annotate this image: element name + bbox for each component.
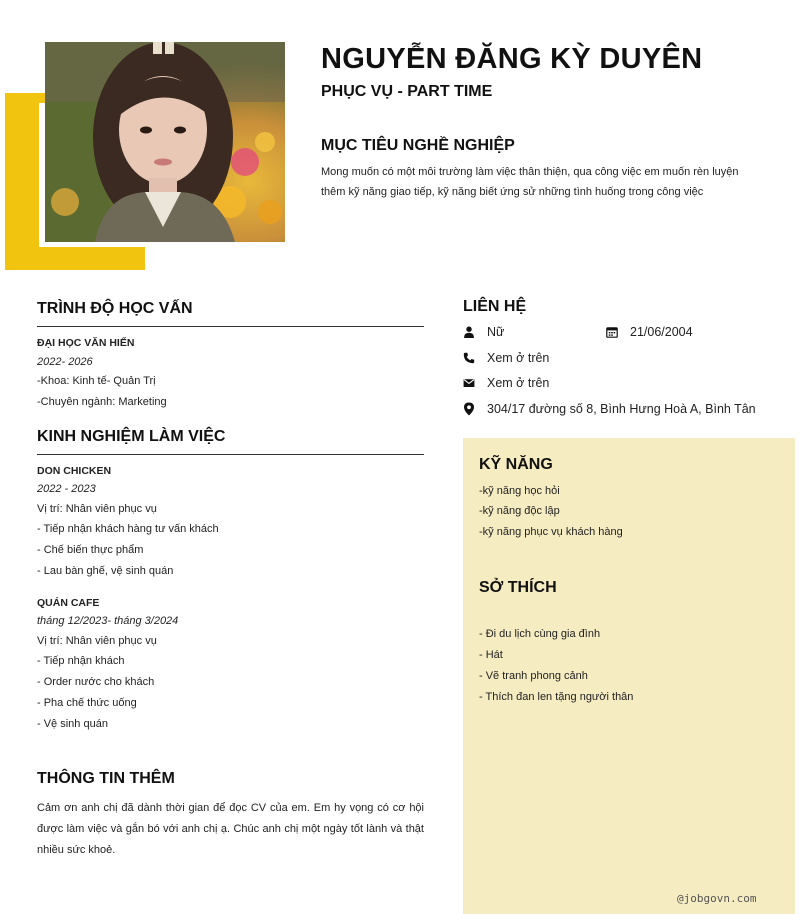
contact-birthday xyxy=(606,325,693,339)
candidate-name: NGUYỄN ĐĂNG KỲ DUYÊN xyxy=(321,43,703,75)
job-line: - Chế biến thực phẩm xyxy=(37,544,144,556)
hobbies-heading: SỞ THÍCH xyxy=(479,579,557,596)
phone-icon xyxy=(463,352,475,364)
candidate-role: PHỤC VỤ - PART TIME xyxy=(321,83,493,100)
contact-address xyxy=(463,402,756,416)
extra-info-text: Cảm ơn anh chị đã dành thời gian để đọc CV của em. Em hy vọng có cơ hội được làm việc và gắn bó với anh chị ạ. Chúc anh chị một ngày tốt lành và thật nhiều sức khoẻ. xyxy=(37,802,424,856)
job-line: Vị trí: Nhân viên phục vụ xyxy=(37,635,157,647)
education-period: 2022- 2026 xyxy=(37,356,93,368)
education-school: ĐẠI HỌC VĂN HIẾN xyxy=(37,337,135,349)
phone-value: Xem ở trên xyxy=(487,351,550,365)
contact-heading: LIÊN HỆ xyxy=(463,298,527,315)
extra-info-heading: THÔNG TIN THÊM xyxy=(37,770,175,787)
education-faculty: -Khoa: Kinh tế- Quản Trị xyxy=(37,375,156,387)
profile-photo xyxy=(45,42,285,242)
job-period: tháng 12/2023- tháng 3/2024 xyxy=(37,615,179,627)
job-line: - Vệ sinh quán xyxy=(37,718,108,730)
objective-heading: MỤC TIÊU NGHỀ NGHIỆP xyxy=(321,137,515,154)
email-value: Xem ở trên xyxy=(487,376,550,390)
address-value: 304/17 đường số 8, Bình Hưng Hoà A, Bình Tân xyxy=(487,402,756,416)
hobby-item: - Vẽ tranh phong cảnh xyxy=(479,670,588,682)
job-line: - Order nước cho khách xyxy=(37,676,155,688)
experience-divider xyxy=(37,454,424,455)
job-line: - Tiếp nhận khách xyxy=(37,655,125,667)
education-divider xyxy=(37,326,424,327)
skills-heading: KỸ NĂNG xyxy=(479,456,553,473)
job-line: - Pha chế thức uống xyxy=(37,697,137,709)
skill-item: -kỹ năng học hỏi xyxy=(479,485,560,497)
hobby-item: - Đi du lịch cùng gia đình xyxy=(479,628,601,640)
mail-icon xyxy=(463,377,475,389)
birthday-value: 21/06/2004 xyxy=(630,325,693,339)
contact-email[interactable] xyxy=(463,376,549,390)
job-line: - Lau bàn ghế, vệ sinh quán xyxy=(37,565,174,577)
job-line: Vị trí: Nhân viên phục vụ xyxy=(37,503,157,515)
person-icon xyxy=(463,326,475,338)
hobby-item: - Thích đan len tặng người thân xyxy=(479,691,634,703)
gender-value: Nữ xyxy=(487,325,505,339)
contact-gender xyxy=(463,325,504,339)
hobby-item: - Hát xyxy=(479,649,503,661)
contact-phone[interactable] xyxy=(463,351,549,365)
calendar-icon xyxy=(606,326,618,338)
skill-item: -kỹ năng phục vụ khách hàng xyxy=(479,526,623,538)
job-period: 2022 - 2023 xyxy=(37,483,96,495)
experience-heading: KINH NGHIỆM LÀM VIỆC xyxy=(37,428,226,445)
watermark: @jobgovn.com xyxy=(677,892,757,905)
skill-item: -kỹ năng độc lập xyxy=(479,505,560,517)
education-heading: TRÌNH ĐỘ HỌC VẤN xyxy=(37,300,193,317)
location-pin-icon xyxy=(463,403,475,415)
job-org: QUÁN CAFE xyxy=(37,597,100,609)
job-line: - Tiếp nhận khách hàng tư vấn khách xyxy=(37,523,219,535)
education-major: -Chuyên ngành: Marketing xyxy=(37,396,167,408)
job-org: DON CHICKEN xyxy=(37,465,112,477)
objective-text: Mong muốn có một môi trường làm việc thân thiện, qua công việc em muốn rèn luyện thêm kỹ năng giao tiếp, kỹ năng biết ứng sử những tình huống trong công việc xyxy=(321,166,739,198)
